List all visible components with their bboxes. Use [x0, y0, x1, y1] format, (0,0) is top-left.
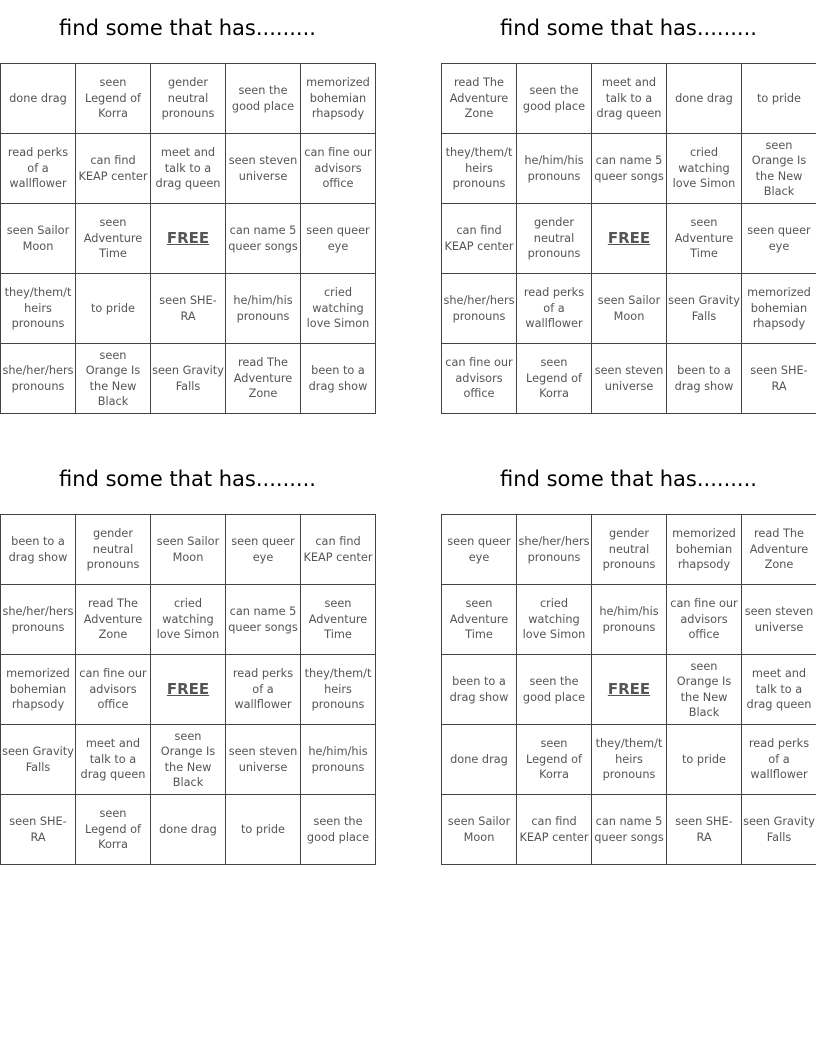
bingo-grid [0, 514, 376, 865]
bingo-square: memorized bohemian rhapsody [667, 515, 742, 585]
grid-row [1, 134, 376, 204]
bingo-square: gender neutral pronouns [592, 515, 667, 585]
bingo-square: seen Orange Is the New Black [76, 344, 151, 414]
bingo-square: to pride [742, 64, 816, 134]
bingo-square: can find KEAP center [76, 134, 151, 204]
bingo-square: gender neutral pronouns [76, 515, 151, 585]
bingo-square: seen Gravity Falls [151, 344, 226, 414]
bingo-square: seen Legend of Korra [76, 64, 151, 134]
bingo-square: seen the good place [301, 795, 376, 865]
bingo-square: read perks of a wallflower [226, 655, 301, 725]
bingo-square: memorized bohemian rhapsody [1, 655, 76, 725]
bingo-square: to pride [76, 274, 151, 344]
bingo-square: she/her/hers pronouns [1, 344, 76, 414]
grid-row [442, 274, 816, 344]
bingo-square: can find KEAP center [301, 515, 376, 585]
bingo-square: seen Sailor Moon [151, 515, 226, 585]
grid-row [1, 515, 376, 585]
bingo-square: seen steven universe [592, 344, 667, 414]
bingo-square: done drag [442, 725, 517, 795]
bingo-square: cried watching love Simon [301, 274, 376, 344]
bingo-square: done drag [151, 795, 226, 865]
bingo-grid [441, 63, 816, 414]
bingo-square: seen the good place [517, 64, 592, 134]
bingo-square: seen Legend of Korra [76, 795, 151, 865]
bingo-square: she/her/hers pronouns [517, 515, 592, 585]
bingo-square: seen Legend of Korra [517, 344, 592, 414]
bingo-square: seen SHE-RA [742, 344, 816, 414]
bingo-grid [0, 63, 376, 414]
bingo-square: cried watching love Simon [667, 134, 742, 204]
bingo-square: they/them/theirs pronouns [592, 725, 667, 795]
grid-row [442, 725, 816, 795]
bingo-square: read The Adventure Zone [442, 64, 517, 134]
grid-row [442, 515, 816, 585]
bingo-square: read The Adventure Zone [742, 515, 816, 585]
bingo-square: can find KEAP center [442, 204, 517, 274]
bingo-square: meet and talk to a drag queen [151, 134, 226, 204]
grid-row [1, 64, 376, 134]
grid-row [1, 204, 376, 274]
bingo-square: can fine our advisors office [442, 344, 517, 414]
bingo-square: seen Adventure Time [301, 585, 376, 655]
bingo-square: been to a drag show [442, 655, 517, 725]
bingo-square: seen queer eye [226, 515, 301, 585]
grid-row [1, 344, 376, 414]
card-title: find some that has......... [500, 16, 757, 40]
bingo-square: he/him/his pronouns [301, 725, 376, 795]
bingo-square: meet and talk to a drag queen [76, 725, 151, 795]
bingo-square: read perks of a wallflower [517, 274, 592, 344]
card-title: find some that has......... [59, 467, 316, 491]
bingo-square: to pride [667, 725, 742, 795]
grid-row [442, 64, 816, 134]
bingo-square: seen Legend of Korra [517, 725, 592, 795]
card-title: find some that has......... [500, 467, 757, 491]
bingo-square: seen SHE-RA [667, 795, 742, 865]
bingo-square: done drag [1, 64, 76, 134]
grid-row [1, 725, 376, 795]
bingo-square: she/her/hers pronouns [442, 274, 517, 344]
bingo-square: gender neutral pronouns [151, 64, 226, 134]
grid-row [442, 585, 816, 655]
bingo-square: gender neutral pronouns [517, 204, 592, 274]
bingo-square: seen Orange Is the New Black [742, 134, 816, 204]
grid-row [442, 795, 816, 865]
bingo-square: they/them/theirs pronouns [301, 655, 376, 725]
bingo-square: can name 5 queer songs [226, 585, 301, 655]
free-square: FREE [151, 655, 226, 725]
bingo-square: can name 5 queer songs [592, 134, 667, 204]
bingo-square: seen Gravity Falls [742, 795, 816, 865]
bingo-square: meet and talk to a drag queen [592, 64, 667, 134]
bingo-square: memorized bohemian rhapsody [301, 64, 376, 134]
bingo-square: can find KEAP center [517, 795, 592, 865]
grid-row [442, 344, 816, 414]
bingo-square: seen Gravity Falls [667, 274, 742, 344]
grid-row [1, 585, 376, 655]
free-square: FREE [592, 655, 667, 725]
bingo-square: seen Gravity Falls [1, 725, 76, 795]
grid-row [442, 655, 816, 725]
bingo-square: seen Adventure Time [667, 204, 742, 274]
bingo-square: meet and talk to a drag queen [742, 655, 816, 725]
bingo-square: to pride [226, 795, 301, 865]
grid-row [1, 795, 376, 865]
bingo-square: cried watching love Simon [151, 585, 226, 655]
bingo-square: seen Adventure Time [442, 585, 517, 655]
bingo-square: seen Adventure Time [76, 204, 151, 274]
bingo-square: seen SHE-RA [1, 795, 76, 865]
bingo-square: can name 5 queer songs [226, 204, 301, 274]
bingo-square: seen queer eye [742, 204, 816, 274]
bingo-square: memorized bohemian rhapsody [742, 274, 816, 344]
bingo-square: can fine our advisors office [301, 134, 376, 204]
bingo-square: cried watching love Simon [517, 585, 592, 655]
bingo-square: can fine our advisors office [667, 585, 742, 655]
bingo-square: he/him/his pronouns [592, 585, 667, 655]
bingo-grid [441, 514, 816, 865]
bingo-square: seen SHE-RA [151, 274, 226, 344]
bingo-square: they/them/theirs pronouns [442, 134, 517, 204]
bingo-square: seen the good place [517, 655, 592, 725]
bingo-square: she/her/hers pronouns [1, 585, 76, 655]
bingo-square: been to a drag show [1, 515, 76, 585]
bingo-square: read perks of a wallflower [1, 134, 76, 204]
bingo-square: seen the good place [226, 64, 301, 134]
bingo-square: he/him/his pronouns [517, 134, 592, 204]
bingo-square: can name 5 queer songs [592, 795, 667, 865]
bingo-square: can fine our advisors office [76, 655, 151, 725]
grid-row [1, 655, 376, 725]
bingo-square: seen Sailor Moon [592, 274, 667, 344]
grid-row [442, 204, 816, 274]
bingo-square: seen steven universe [226, 134, 301, 204]
bingo-square: read perks of a wallflower [742, 725, 816, 795]
bingo-square: done drag [667, 64, 742, 134]
bingo-square: seen steven universe [742, 585, 816, 655]
bingo-square: seen Sailor Moon [1, 204, 76, 274]
free-square: FREE [151, 204, 226, 274]
grid-row [1, 274, 376, 344]
bingo-square: read The Adventure Zone [226, 344, 301, 414]
grid-row [442, 134, 816, 204]
bingo-square: seen Orange Is the New Black [151, 725, 226, 795]
bingo-square: seen queer eye [301, 204, 376, 274]
bingo-square: seen Sailor Moon [442, 795, 517, 865]
bingo-square: seen Orange Is the New Black [667, 655, 742, 725]
bingo-square: been to a drag show [301, 344, 376, 414]
bingo-square: seen queer eye [442, 515, 517, 585]
bingo-square: been to a drag show [667, 344, 742, 414]
bingo-square: seen steven universe [226, 725, 301, 795]
bingo-square: they/them/theirs pronouns [1, 274, 76, 344]
free-square: FREE [592, 204, 667, 274]
card-title: find some that has......... [59, 16, 316, 40]
bingo-square: read The Adventure Zone [76, 585, 151, 655]
bingo-square: he/him/his pronouns [226, 274, 301, 344]
